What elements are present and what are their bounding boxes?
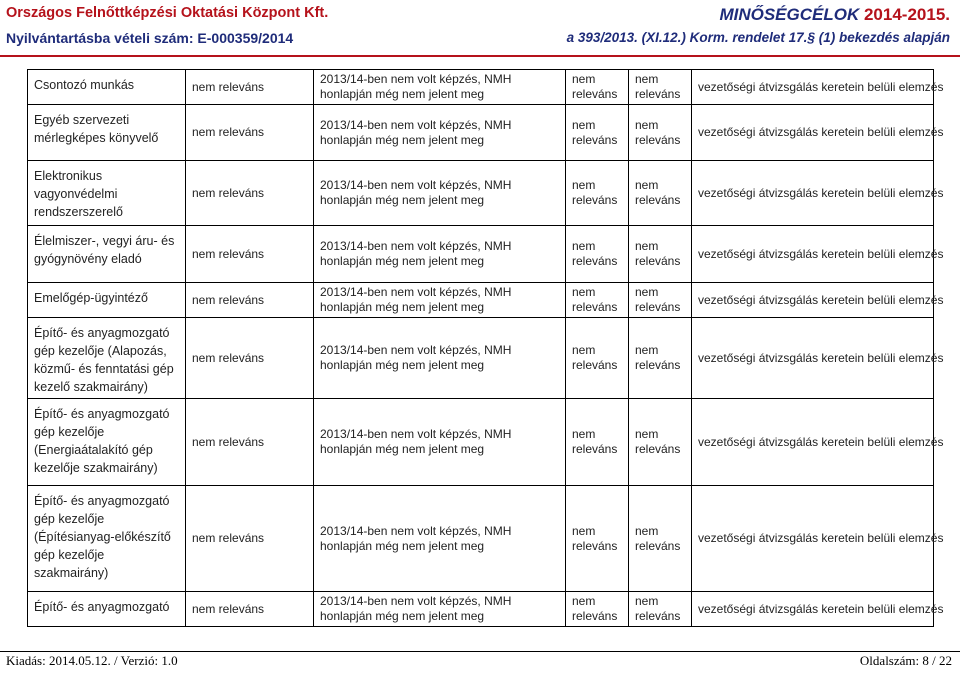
evaluation-cell: vezetőségi átvizsgálás keretein belüli elemzés (692, 105, 934, 161)
qualification-name: Építő- és anyagmozgató (28, 592, 186, 627)
training-status-cell: 2013/14-ben nem volt képzés, NMH honlapján még nem jelent meg (314, 399, 566, 486)
relevance-cell: nem releváns (629, 226, 692, 283)
training-status-cell: 2013/14-ben nem volt képzés, NMH honlapján még nem jelent meg (314, 318, 566, 399)
page-number: Oldalszám: 8 / 22 (859, 653, 952, 668)
table-row (28, 318, 934, 399)
qualification-name: Élelmiszer-, vegyi áru- és gyógynövény eladó (28, 226, 186, 283)
table-row (28, 70, 934, 105)
relevance-cell: nem releváns (186, 399, 314, 486)
relevance-cell: nem releváns (566, 161, 629, 226)
qualification-name: Csontozó munkás (28, 70, 186, 105)
quality-year: 2014-2015. (859, 5, 950, 24)
relevance-cell: nem releváns (186, 283, 314, 318)
relevance-cell: nem releváns (186, 105, 314, 161)
relevance-cell: nem releváns (629, 318, 692, 399)
table-row (28, 399, 934, 486)
header-divider (0, 55, 960, 57)
page-header (0, 0, 960, 52)
table-row (28, 283, 934, 318)
regulation-reference: a 393/2013. (XI.12.) Korm. rendelet 17.§ (1) bekezdés alapján (566, 30, 950, 45)
table-row (28, 105, 934, 161)
qualification-name: Építő- és anyagmozgató gép kezelője (Építésianyag-előkészítő gép kezelője szakmairány) (28, 486, 186, 592)
relevance-cell: nem releváns (566, 399, 629, 486)
evaluation-cell: vezetőségi átvizsgálás keretein belüli elemzés (692, 283, 934, 318)
registration-number: Nyilvántartásba vételi szám: E-000359/2014 (6, 30, 294, 46)
relevance-cell: nem releváns (629, 592, 692, 627)
quality-goals-title (719, 5, 950, 25)
organization-name: Országos Felnőttképzési Oktatási Központ Kft. (6, 5, 329, 21)
evaluation-cell: vezetőségi átvizsgálás keretein belüli elemzés (692, 486, 934, 592)
qualification-name: Építő- és anyagmozgató gép kezelője (Alapozás, közmű- és fenntatási gép kezelő szakmairány) (28, 318, 186, 399)
training-status-cell: 2013/14-ben nem volt képzés, NMH honlapján még nem jelent meg (314, 283, 566, 318)
relevance-cell: nem releváns (566, 486, 629, 592)
relevance-cell: nem releváns (629, 105, 692, 161)
table-row (28, 161, 934, 226)
relevance-cell: nem releváns (186, 486, 314, 592)
relevance-cell: nem releváns (186, 318, 314, 399)
qualification-name: Emelőgép-ügyintéző (28, 283, 186, 318)
relevance-cell: nem releváns (629, 486, 692, 592)
evaluation-cell: vezetőségi átvizsgálás keretein belüli elemzés (692, 592, 934, 627)
training-status-cell: 2013/14-ben nem volt képzés, NMH honlapján még nem jelent meg (314, 70, 566, 105)
quality-brand: MINŐSÉGCÉLOK (719, 5, 860, 24)
relevance-cell: nem releváns (186, 592, 314, 627)
training-status-cell: 2013/14-ben nem volt képzés, NMH honlapján még nem jelent meg (314, 486, 566, 592)
training-status-cell: 2013/14-ben nem volt képzés, NMH honlapján még nem jelent meg (314, 105, 566, 161)
table-row (28, 592, 934, 627)
qualification-name: Elektronikus vagyonvédelmi rendszerszerelő (28, 161, 186, 226)
qualification-name: Építő- és anyagmozgató gép kezelője (Energiaátalakító gép kezelője szakmairány) (28, 399, 186, 486)
relevance-cell: nem releváns (629, 399, 692, 486)
training-status-cell: 2013/14-ben nem volt képzés, NMH honlapján még nem jelent meg (314, 592, 566, 627)
quality-goals-table (27, 69, 944, 627)
relevance-cell: nem releváns (186, 226, 314, 283)
evaluation-cell: vezetőségi átvizsgálás keretein belüli elemzés (692, 318, 934, 399)
relevance-cell: nem releváns (566, 226, 629, 283)
evaluation-cell: vezetőségi átvizsgálás keretein belüli elemzés (692, 226, 934, 283)
footer-divider (0, 651, 960, 652)
evaluation-cell: vezetőségi átvizsgálás keretein belüli elemzés (692, 161, 934, 226)
relevance-cell: nem releváns (629, 161, 692, 226)
training-status-cell: 2013/14-ben nem volt képzés, NMH honlapján még nem jelent meg (314, 226, 566, 283)
table-row (28, 226, 934, 283)
relevance-cell: nem releváns (629, 283, 692, 318)
relevance-cell: nem releváns (629, 70, 692, 105)
relevance-cell: nem releváns (566, 105, 629, 161)
relevance-cell: nem releváns (186, 70, 314, 105)
relevance-cell: nem releváns (566, 70, 629, 105)
relevance-cell: nem releváns (186, 161, 314, 226)
table-row (28, 486, 934, 592)
evaluation-cell: vezetőségi átvizsgálás keretein belüli elemzés (692, 70, 934, 105)
qualification-name: Egyéb szervezeti mérlegképes könyvelő (28, 105, 186, 161)
training-status-cell: 2013/14-ben nem volt képzés, NMH honlapján még nem jelent meg (314, 161, 566, 226)
evaluation-cell: vezetőségi átvizsgálás keretein belüli elemzés (692, 399, 934, 486)
relevance-cell: nem releváns (566, 592, 629, 627)
relevance-cell: nem releváns (566, 318, 629, 399)
relevance-cell: nem releváns (566, 283, 629, 318)
issue-version: Kiadás: 2014.05.12. / Verzió: 1.0 (6, 653, 178, 668)
page-footer (0, 651, 960, 683)
